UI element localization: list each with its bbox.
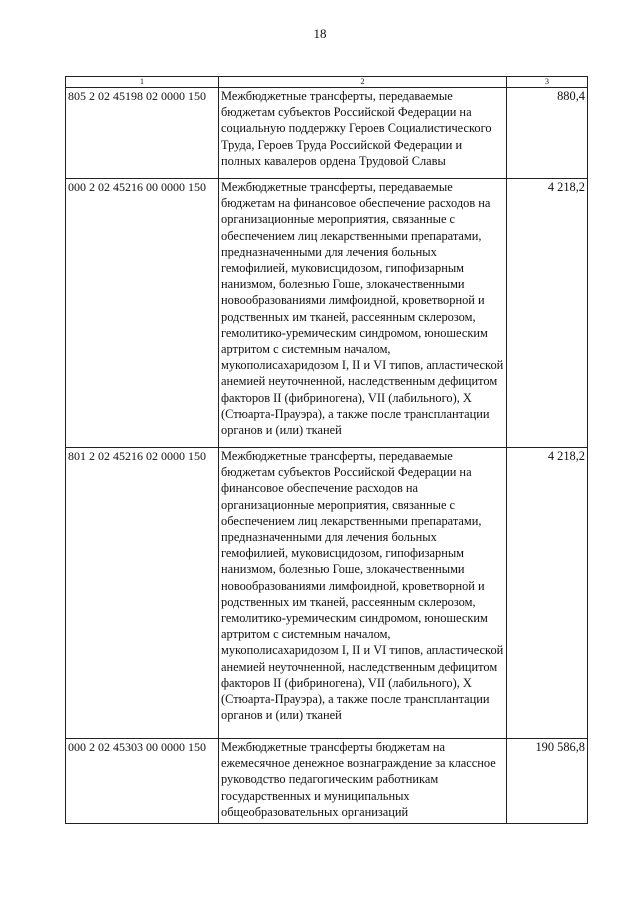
budget-code-cell: 000 2 02 45216 00 0000 150 — [66, 179, 219, 448]
budget-table — [65, 76, 588, 824]
description-cell: Межбюджетные трансферты бюджетам на ежемесячное денежное вознаграждение за классное руководство педагогическим работникам государственных и муниципальных общеобразовательных организаций — [219, 739, 507, 824]
description-cell: Межбюджетные трансферты, передаваемые бюджетам на финансовое обеспечение расходов на организационные мероприятия, связанные с обеспечением лиц лекарственными препаратами, предназначенными для лечения больных гемофилией, муковисцидозом, гипофизарным нанизмом, болезнью Гоше, злокачественными новообразованиями лимфоидной, кроветворной и родственных им тканей, рассеянным склерозом, гемолитико-уремическим синдромом, юношеским артритом с системным началом, мукополисахаридозом I, II и VI типов, апластической анемией неуточненной, наследственным дефицитом факторов II (фибриногена), VII (лабильного), X (Стюарта-Прауэра), а также после трансплантации органов и (или) тканей — [219, 179, 507, 448]
budget-code-cell: 000 2 02 45303 00 0000 150 — [66, 739, 219, 824]
amount-cell: 880,4 — [507, 88, 588, 179]
description-cell: Межбюджетные трансферты, передаваемые бюджетам субъектов Российской Федерации на финансовое обеспечение расходов на организационные мероприятия, связанные с обеспечением лиц лекарственными препаратами, предназначенными для лечения больных гемофилией, муковисцидозом, гипофизарным нанизмом, болезнью Гоше, злокачественными новообразованиями лимфоидной, кроветворной и родственных им тканей, рассеянным склерозом, гемолитико-уремическим синдромом, юношеским артритом с системным началом, мукополисахаридозом I, II и VI типов, апластической анемией неуточненной, наследственным дефицитом факторов II (фибриногена), VII (лабильного), X (Стюарта-Прауэра), а также после трансплантации органов и (или) тканей — [219, 448, 507, 739]
budget-code-cell: 801 2 02 45216 02 0000 150 — [66, 448, 219, 739]
table-row — [66, 448, 588, 739]
description-cell: Межбюджетные трансферты, передаваемые бюджетам субъектов Российской Федерации на социальную поддержку Героев Социалистического Труда, Героев Труда Российской Федерации и полных кавалеров ордена Трудовой Славы — [219, 88, 507, 179]
header-row — [66, 77, 588, 88]
column-header-1: 1 — [66, 77, 219, 88]
column-header-2: 2 — [219, 77, 507, 88]
amount-cell: 190 586,8 — [507, 739, 588, 824]
table-row — [66, 739, 588, 824]
table-header — [66, 77, 588, 88]
column-header-3: 3 — [507, 77, 588, 88]
amount-cell: 4 218,2 — [507, 179, 588, 448]
table-row — [66, 179, 588, 448]
amount-cell: 4 218,2 — [507, 448, 588, 739]
table-body — [66, 88, 588, 824]
budget-code-cell: 805 2 02 45198 02 0000 150 — [66, 88, 219, 179]
table-row — [66, 88, 588, 179]
page-number: 18 — [313, 26, 327, 41]
